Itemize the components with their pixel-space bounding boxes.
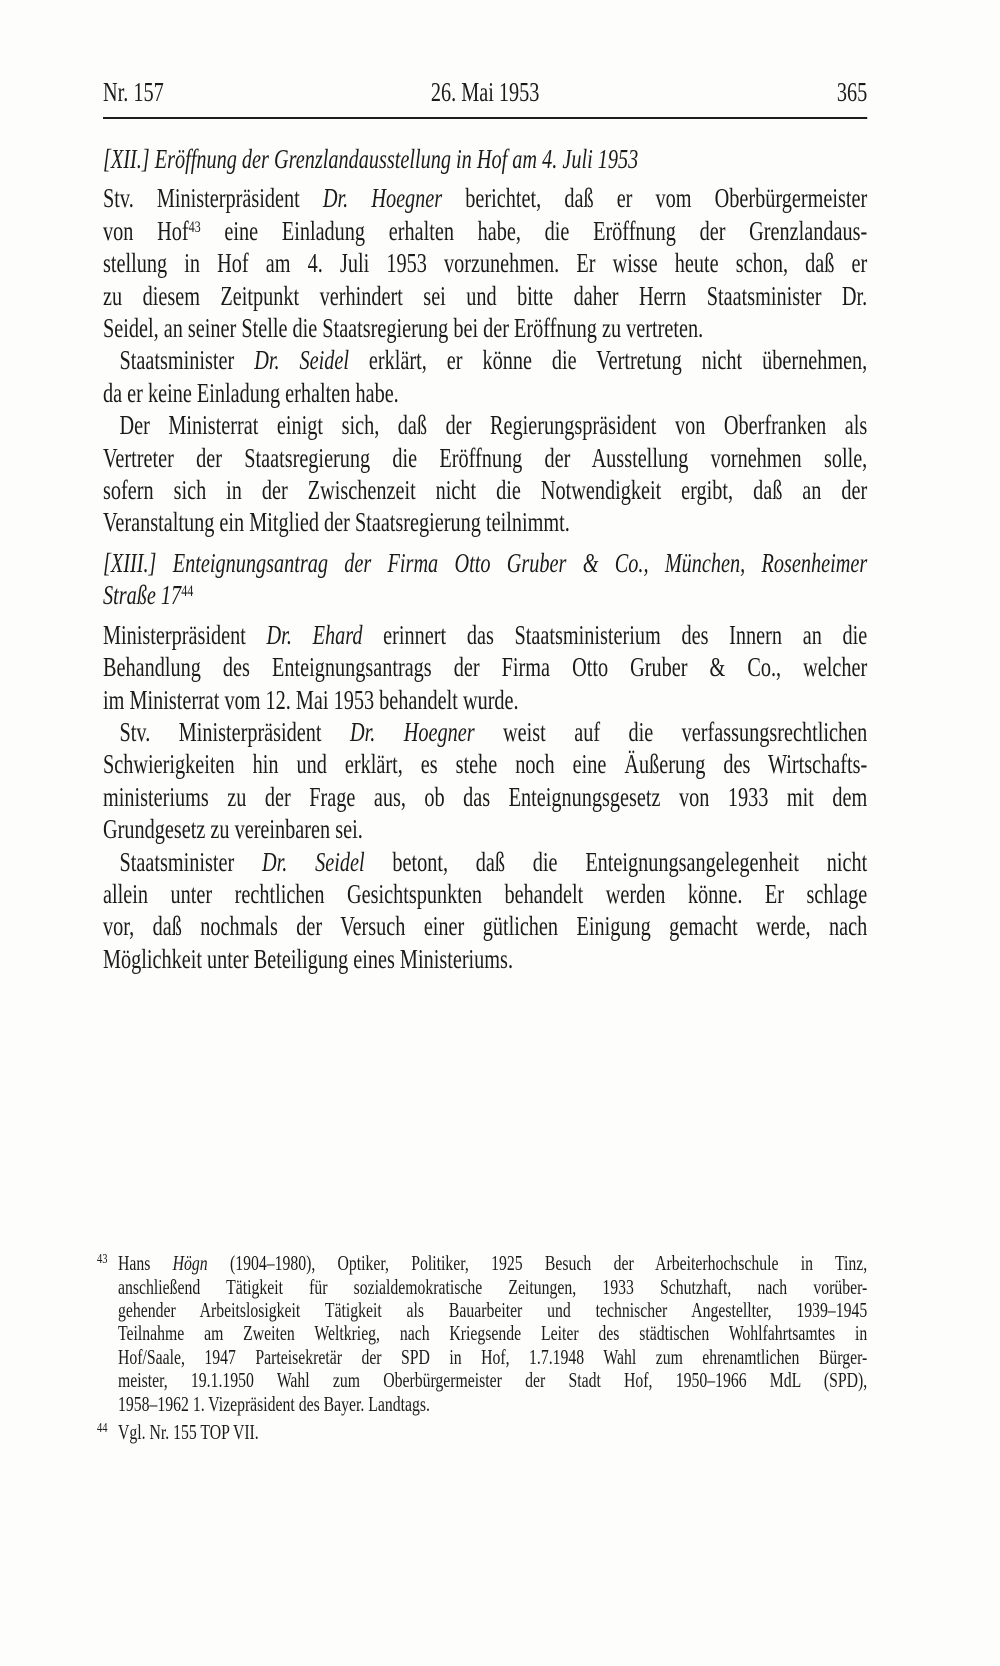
section-heading: [103, 143, 867, 175]
text-line: Vertreter der Staatsregierung die Eröffnung der Ausstellung vornehmen solle,: [103, 442, 868, 473]
emphasis: Straße 17: [103, 580, 182, 611]
paragraph: [103, 619, 867, 716]
text-line: vor, daß nochmals der Versuch einer gütlichen Einigung gemacht werde, nach: [103, 911, 868, 942]
emphasis: Högn: [172, 1251, 208, 1276]
text-line: meister, 19.1.1950 Wahl zum Oberbürgermeister der Stadt Hof, 1950–1966 MdL (SPD),: [118, 1368, 868, 1393]
footnote: [97, 1420, 867, 1444]
emphasis: Dr. Seidel: [262, 846, 365, 877]
text-line: gehender Arbeitslosigkeit Tätigkeit als Bauarbeiter und technischer Angestellter, 1939–1945: [118, 1297, 868, 1322]
footnotes-section: [97, 1251, 868, 1444]
text-line: Vgl. Nr. 155 TOP VII.: [118, 1420, 259, 1444]
footnote-text: [118, 1421, 867, 1444]
text-line: Stv. Ministerpräsident Dr. Hoegner weist auf die verfassungsrechtlichen: [119, 716, 868, 747]
emphasis: [XIII.] Enteignungsantrag der Firma Otto Gruber & Co., München, Rosenheimer: [103, 547, 868, 578]
text-line: Teilnahme am Zweiten Weltkrieg, nach Kriegsende Leiter des städtischen Wohlfahrtsamtes in: [118, 1321, 868, 1346]
emphasis: Dr. Hoegner: [349, 716, 475, 747]
text-line: Der Ministerrat einigt sich, daß der Regierungspräsident von Oberfranken als: [119, 410, 868, 441]
emphasis: Dr. Ehard: [266, 619, 363, 650]
text-line: da er keine Einladung erhalten habe.: [103, 377, 399, 408]
document-body: [103, 143, 867, 975]
text-line: anschließend Tätigkeit für sozialdemokratische Zeitungen, 1933 Schutzhaft, nach vorüber-: [118, 1274, 868, 1299]
text-line: Hof/Saale, 1947 Parteisekretär der SPD in Hof, 1.7.1948 Wahl zum ehrenamtlichen Bürger-: [118, 1344, 868, 1369]
text-line: 1958–1962 1. Vizepräsident des Bayer. Landtags.: [118, 1391, 430, 1416]
running-header: [103, 76, 867, 109]
footnote: [97, 1251, 868, 1416]
text-line: Behandlung des Enteignungsantrags der Firma Otto Gruber & Co., welcher: [103, 652, 868, 683]
text-line: Veranstaltung ein Mitglied der Staatsregierung teilnimmt.: [103, 507, 570, 538]
text-line: Stv. Ministerpräsident Dr. Hoegner berichtet, daß er vom Oberbürgermeister: [103, 183, 868, 214]
emphasis: [XII.] Eröffnung der Grenzlandausstellung in Hof am 4. Juli 1953: [103, 144, 639, 174]
text-line: Staatsminister Dr. Seidel erklärt, er könne die Vertretung nicht übernehmen,: [119, 345, 868, 376]
text-line: [103, 143, 867, 175]
footnote-text: [118, 1252, 867, 1416]
text-line: Seidel, an seiner Stelle die Staatsregierung bei der Eröffnung zu vertreten.: [103, 313, 704, 344]
text-line: Schwierigkeiten hin und erklärt, es stehe noch eine Äußerung des Wirtschafts-: [103, 749, 868, 780]
section-heading: [103, 547, 867, 612]
emphasis: Dr. Hoegner: [322, 183, 443, 214]
text-line: [103, 579, 867, 611]
footnote-reference: 44: [181, 582, 194, 601]
footnote-number: 43: [97, 1252, 108, 1268]
text-line: ministeriums zu der Frage aus, ob das Enteignungsgesetz von 1933 mit dem: [103, 781, 868, 812]
text-line: Grundgesetz zu vereinbaren sei.: [103, 814, 363, 845]
text-line: Ministerpräsident Dr. Ehard erinnert das Staatsministerium des Innern an die: [103, 619, 868, 650]
text-column: [97, 76, 868, 1444]
session-date: 26. Mai 1953: [430, 77, 540, 107]
paragraph: [103, 846, 867, 976]
paragraph: [103, 182, 867, 344]
text-line: Hans Högn (1904–1980), Optiker, Politiker, 1925 Besuch der Arbeiterhochschule in Tinz,: [118, 1251, 868, 1276]
paragraph: [103, 344, 867, 409]
text-line: Möglichkeit unter Beteiligung eines Ministeriums.: [103, 943, 514, 974]
text-line: zu diesem Zeitpunkt verhindert sei und bitte daher Herrn Staatsminister Dr.: [103, 280, 868, 311]
text-line: im Ministerrat vom 12. Mai 1953 behandelt wurde.: [103, 684, 519, 715]
paragraph: [103, 716, 867, 846]
text-line: von Hof$^{43}$ eine Einladung erhalten habe, die Eröffnung der Grenzlandaus-: [103, 215, 868, 246]
text-line: sofern sich in der Zwischenzeit nicht die Notwendigkeit ergibt, daß an der: [103, 475, 868, 506]
text-line: [103, 547, 867, 579]
paragraph: [103, 409, 867, 539]
text-line: stellung in Hof am 4. Juli 1953 vorzunehmen. Er wisse heute schon, daß er: [103, 248, 868, 279]
header-rule: [103, 117, 867, 119]
page-number: 365: [836, 77, 868, 107]
text-line: Staatsminister Dr. Seidel betont, daß die Enteignungsangelegenheit nicht: [119, 846, 868, 877]
emphasis: Dr. Seidel: [254, 345, 349, 376]
text-line: allein unter rechtlichen Gesichtspunkten behandelt werden könne. Er schlage: [103, 878, 868, 909]
document-number: Nr. 157: [103, 77, 164, 107]
footnote-number: 44: [97, 1421, 108, 1436]
footnote-reference: 43: [188, 217, 201, 236]
